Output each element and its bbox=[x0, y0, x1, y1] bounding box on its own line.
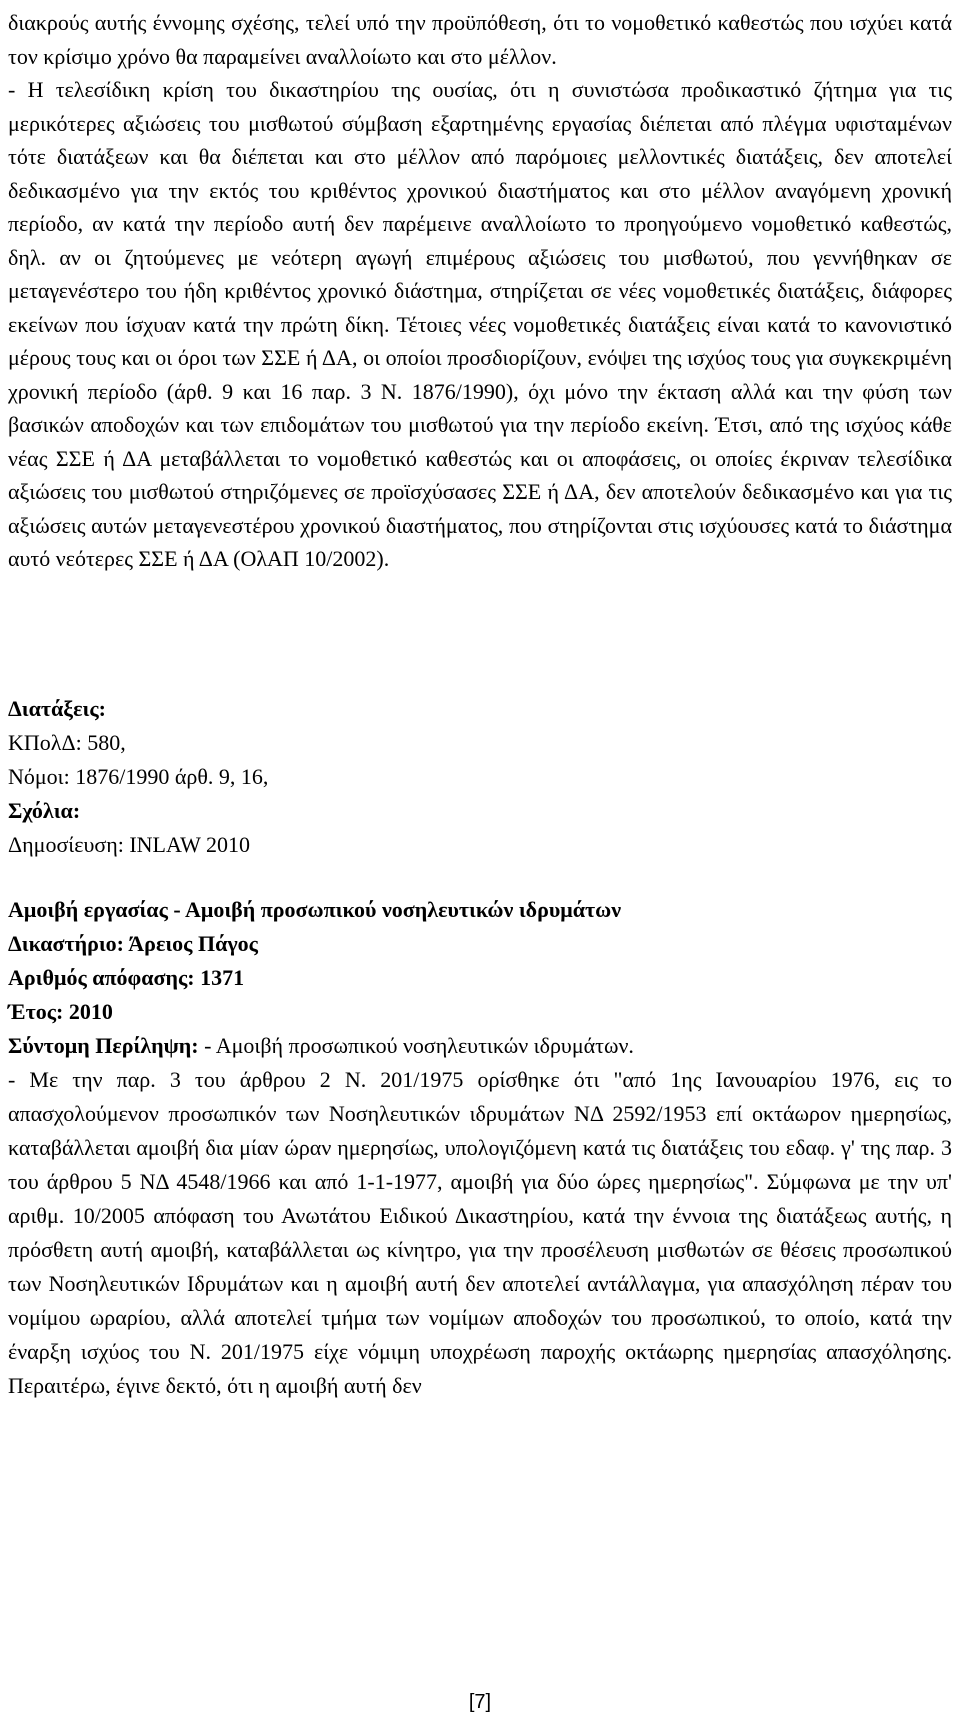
paragraph-res-judicata: - Η τελεσίδικη κρίση του δικαστηρίου της ουσίας, ότι η συνιστώσα προδικαστικό ζήτημα για τις μερικότερες αξιώσεις του μισθωτού σύμβαση εξαρτημένης εργασίας διέπεται από πλέγμα υφισταμένων τότε διατάξεων και θα διέπεται και στο μέλλον από παρόμοιες μελλοντικές διατάξεις, δεν αποτελεί δεδικασμένο για την εκτός του κριθέντος χρονικού διαστήματος και στο μέλλον αναγόμενη χρονική περίοδο, αν κατά την περίοδο αυτή δεν παρέμεινε αναλλοίωτο το προηγούμενο νομοθετικό καθεστώς, δηλ. αν οι ζητούμενες με νεότερη αγωγή επιμέρους αξιώσεις του μισθωτού, που γεννήθηκαν σε μεταγενέστερο του ήδη κριθέντος χρονικό διάστημα, στηρίζεται σε νέες νομοθετικές διατάξεις, διάφορες εκείνων που ίσχυαν κατά την πρώτη δίκη. Τέτοιες νέες νομοθετικές διατάξεις είναι κατά το κανονιστικό μέρους τους και οι όροι των ΣΣΕ ή ΔΑ, οι οποίοι προσδιορίζουν, ενόψει της ισχύος τους για συγκεκριμένη χρονική περίοδο (άρθ. 9 και 16 παρ. 3 Ν. 1876/1990), όχι μόνο την έκταση αλλά και την φύση των βασικών αποδοχών και των επιδομάτων του μισθωτού για την περίοδο εκείνη. Έτσι, από της ισχύος κάθε νέας ΣΣΕ ή ΔΑ μεταβάλλεται το νομοθετικό καθεστώς και οι αποφάσεις, οι οποίες έκριναν τελεσίδικα αξιώσεις του μισθωτού στηριζόμενες σε προϊσχύσασες ΣΣΕ ή ΔΑ, δεν αποτελούν δεδικασμένο και για τις αξιώσεις αυτών μεταγενεστέρου χρονικού διαστήματος, που στηρίζονται στις ισχύουσες κατά το διάστημα αυτό νεότερες ΣΣΕ ή ΔΑ (ΟλΑΠ 10/2002). bbox=[8, 77, 952, 571]
page-number: [7] bbox=[468, 1691, 492, 1713]
court-label: Δικαστήριο: bbox=[8, 931, 124, 956]
summary-line bbox=[8, 1029, 952, 1063]
decision-line bbox=[8, 961, 952, 995]
year-line bbox=[8, 995, 952, 1029]
year-value: 2010 bbox=[68, 999, 113, 1024]
case-title: Αμοιβή εργασίας - Αμοιβή προσωπικού νοσηλευτικών ιδρυμάτων bbox=[8, 897, 622, 922]
case-body: - Με την παρ. 3 του άρθρου 2 Ν. 201/1975 ορίσθηκε ότι "από 1ης Ιανουαρίου 1976, εις το απασχολούμενον προσωπικόν των Νοσηλευτικών ιδρυμάτων ΝΔ 2592/1953 επί οκτάωρον ημερησίως, καταβάλλεται αμοιβή δια μίαν ώραν ημερησίως, υπολογιζόμενη κατά τις διατάξεις του εδαφ. γ' της παρ. 3 του άρθρου 5 ΝΔ 4548/1966 και από 1-1-1977, αμοιβή για δύο ώρες ημερησίως". Σύμφωνα με την υπ' αριθμ. 10/2005 απόφαση του Ανωτάτου Ειδικού Δικαστηρίου, κατά την έννοια της διατάξεως αυτής, η πρόσθετη αυτή αμοιβή, καταβάλλεται ως κίνητρο, για την προσέλευση μισθωτών σε θέσεις προσωπικού των Νοσηλευτικών Ιδρυμάτων και η αμοιβή αυτή δεν αποτελεί αντάλλαγμα, για απασχόληση πέραν του νομίμου ωραρίου, αλλά αποτελεί τμήμα των νομίμων αποδοχών του προσωπικού, το οποίο, κατά την έναρξη ισχύος του Ν. 201/1975 είχε νόμιμη υποχρέωση παροχής οκτάωρης ημερησίας απασχόλησης. Περαιτέρω, έγινε δεκτό, ότι η αμοιβή αυτή δεν bbox=[8, 1067, 952, 1398]
provisions-label: Διατάξεις: bbox=[8, 696, 106, 721]
provision-laws: Νόμοι: 1876/1990 άρθ. 9, 16, bbox=[8, 764, 269, 789]
summary-label: Σύντομη Περίληψη: bbox=[8, 1033, 199, 1058]
court-line bbox=[8, 927, 952, 961]
paragraph-continuation: διακρούς αυτής έννομης σχέσης, τελεί υπό την προϋπόθεση, ότι το νομοθετικό καθεστώς που ισχύει κατά τον κρίσιμο χρόνο θα παραμείνει αναλλοίωτο και στο μέλλον. bbox=[8, 10, 952, 69]
decision-label: Αριθμός απόφασης: bbox=[8, 965, 195, 990]
provisions-block bbox=[8, 692, 952, 862]
provision-civil-procedure: ΚΠολΔ: 580, bbox=[8, 730, 126, 755]
publication-line: Δημοσίευση: INLAW 2010 bbox=[8, 832, 250, 857]
decision-value: 1371 bbox=[200, 965, 245, 990]
top-text-block bbox=[8, 6, 952, 576]
case-block bbox=[8, 893, 952, 1403]
year-label: Έτος: bbox=[8, 999, 64, 1024]
summary-value: - Αμοιβή προσωπικού νοσηλευτικών ιδρυμάτων. bbox=[204, 1033, 634, 1058]
court-value: Άρειος Πάγος bbox=[128, 931, 258, 956]
comments-label: Σχόλια: bbox=[8, 798, 81, 823]
